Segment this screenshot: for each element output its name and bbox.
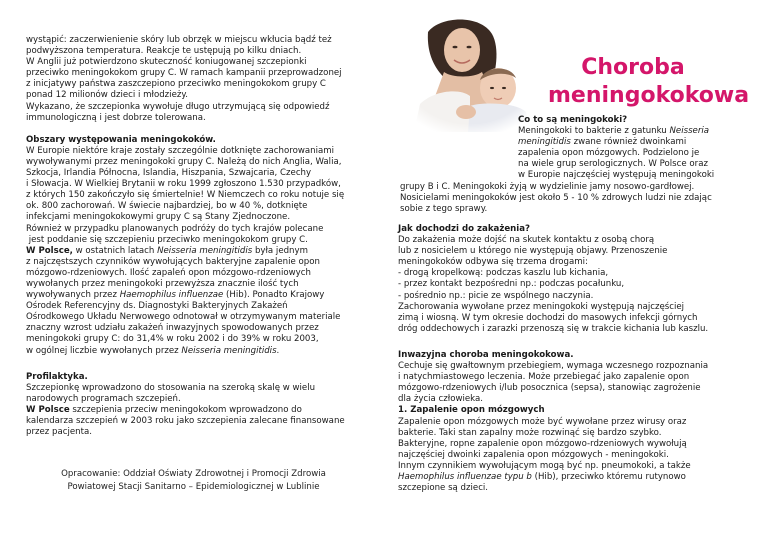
- credit-note: [26, 468, 361, 493]
- text-span: .: [276, 345, 280, 356]
- intro-line: Wykazano, że szczepionka wywołuje długo utrzymującą się odpowiedź: [26, 101, 330, 112]
- heading-occurrence: Obszary występowania meningokoków.: [26, 134, 216, 145]
- text-line: i Słowacja. W Wielkiej Brytanii w roku 1999 zgłoszono 1.530 przypadków,: [26, 179, 341, 190]
- text-line: z najczęstszych czynników wywołujących bakteryjne zapalenie opon: [26, 256, 320, 267]
- text-line: [26, 246, 361, 257]
- text-line: najczęściej dwoinki zapalenia opon mózgowych - meningokoki.: [398, 449, 669, 460]
- text-line: infekcjami meningokokowymi grupy C są Stany Zjednoczone.: [26, 212, 291, 223]
- text-line: [398, 472, 738, 483]
- text-line: ok. 800 zachorowań. W świecie najbardziej, bo w 40 %, dotknięte: [26, 201, 308, 212]
- intro-line: W Anglii już potwierdzono skuteczność koniugowanej szczepionki: [26, 57, 307, 68]
- text-line: Zachorowania wywołane przez meningokoki występują najczęściej: [398, 301, 685, 312]
- text-line: szczepione są dzieci.: [398, 483, 489, 494]
- text-line: sobie z tego sprawy.: [400, 203, 488, 214]
- intro-line: podwyższona temperatura. Reakcje te ustępują po kilku dniach.: [26, 46, 302, 57]
- title-line-1: Choroba: [581, 55, 685, 80]
- text-line: meningokoków odbywa się trzema drogami:: [398, 257, 588, 268]
- text-line: kalendarza szczepień w 2003 roku jako szczepienia zalecane finansowane: [26, 416, 345, 426]
- heading-meningitis: 1. Zapalenie opon mózgowych: [398, 405, 545, 416]
- text-span: w ostatnich latach: [72, 245, 158, 256]
- left-column: [26, 35, 361, 438]
- text-line: przez pacjenta.: [26, 427, 92, 438]
- italic-text: Neisseria meningitidis: [181, 345, 277, 356]
- title-line-2: meningokokowa: [548, 83, 750, 108]
- bold-text: W Polsce,: [26, 245, 73, 256]
- text-line: Ośrodek Referencyjny ds. Diagnostyki Bakteryjnych Zakażeń: [26, 301, 288, 312]
- text-line: Szczepionkę wprowadzono do stosowania na szeroką skalę w wielu: [26, 382, 316, 393]
- intro-line: przeciwko meningokokom grupy C. W ramach kampanii przeprowadzonej: [26, 68, 342, 79]
- text-line: w Europie najczęściej występują meningokoki: [518, 170, 715, 181]
- text-line: dla życia człowieka.: [398, 394, 484, 405]
- text-line: i natychmiastowego leczenia. Może przebiegać jako zapalenie opon: [398, 372, 690, 383]
- text-line: mózgowo-rdzeniowych. Ilość zapaleń opon mózgowo-rdzeniowych: [26, 267, 311, 278]
- text-line: z których 150 zakończyło się śmiertelnie! W Niemczech co roku notuje się: [26, 190, 345, 201]
- text-line: Bakteryjne, ropne zapalenie opon mózgowo-rdzeniowych wywołują: [398, 438, 687, 449]
- text-line: narodowych programach szczepień.: [26, 393, 181, 404]
- text-span: wywoływanych przez: [26, 290, 120, 301]
- text-line: Zapalenie opon mózgowych może być wywołane przez wirusy oraz: [398, 416, 687, 427]
- right-column-main: [398, 224, 738, 494]
- heading-how: Jak dochodzi do zakażenia?: [398, 224, 531, 234]
- heading-invasive: Inwazyjna choroba meningokokowa.: [398, 349, 574, 360]
- text-line: - przez kontakt bezpośredni np.: podczas pocałunku,: [398, 279, 625, 290]
- text-line: Nosicielami meningokoków jest około 5 - 10 % zdrowych ludzi nie zdając: [400, 192, 712, 203]
- text-line: [400, 137, 735, 148]
- italic-text: Haemophilus influenzae typu b: [398, 471, 532, 482]
- text-line: wywoływanymi przez meningokoki grupy C. Należą do nich Anglia, Walia,: [26, 156, 342, 167]
- text-line: [26, 405, 361, 416]
- text-line: lub z nosicielem u którego nie występują objawy. Przenoszenie: [398, 246, 668, 257]
- text-line: jest poddanie się szczepieniu przeciwko meningokokom grupy C.: [26, 234, 308, 245]
- italic-text: Neisseria meningitidis: [157, 245, 253, 256]
- italic-text: meningitidis: [518, 137, 571, 148]
- heading-prophylaxis: Profilaktyka.: [26, 371, 88, 382]
- text-line: znaczny wzrost udziału zakażeń inwazyjnych spowodowanych przez: [26, 323, 319, 334]
- text-span: była jednym: [252, 245, 308, 256]
- text-line: wywołanych przez meningokoki przewyższa znacznie ilość tych: [26, 278, 299, 289]
- text-span: Meningokoki to bakterie z gatunku: [518, 126, 670, 137]
- text-line: na wiele grup serologicznych. W Polsce oraz: [518, 159, 708, 170]
- credit-line: Powiatowej Stacji Sanitarno – Epidemiologicznej w Lublinie: [67, 481, 320, 492]
- text-line: [400, 126, 735, 137]
- text-line: - drogą kropelkową: podczas kaszlu lub kichania,: [398, 268, 609, 279]
- italic-text: Neisseria: [669, 126, 710, 137]
- text-line: Do zakażenia może dojść na skutek kontaktu z osobą chorą: [398, 235, 655, 246]
- text-line: Szkocja, Irlandia Północna, Islandia, Hiszpania, Szwajcaria, Czechy: [26, 168, 312, 179]
- text-line: Cechuje się gwałtownym przebiegiem, wymaga wczesnego rozpoznania: [398, 361, 709, 372]
- text-line: Ośrodkowego Układu Nerwowego odnotował w otrzymywanym materiale: [26, 312, 341, 323]
- text-span: (Hib). Ponadto Krajowy: [223, 290, 325, 301]
- text-line: grupy B i C. Meningokoki żyją w wydzielinie jamy nosowo-gardłowej.: [400, 181, 695, 192]
- text-line: bakterie. Taki stan zapalny może rozwinąć się bardzo szybko.: [398, 427, 662, 438]
- text-line: meningokoki grupy C: do 31,4% w roku 2002 i do 39% w roku 2003,: [26, 334, 319, 345]
- text-line: zimą i wiosną. W tym okresie dochodzi do masowych infekcji górnych: [398, 312, 698, 323]
- intro-line: z inicjatywy państwa zaszczepiono przeciwko meningokokom grupy C: [26, 79, 326, 90]
- text-line: zapalenia opon mózgowych. Podzielono je: [518, 148, 700, 159]
- text-span: (Hib), przeciwko któremu rutynowo: [531, 471, 686, 482]
- text-span: zwane również dwoinkami: [570, 137, 687, 148]
- text-line: W Europie niektóre kraje zostały szczególnie dotknięte zachorowaniami: [26, 145, 334, 156]
- text-line: [26, 290, 361, 301]
- text-line: Innym czynnikiem wywołującym mogą być np. pneumokoki, a także: [398, 460, 691, 471]
- text-span: w ogólnej liczbie wywołanych przez: [26, 345, 182, 356]
- right-column-top: [400, 115, 735, 215]
- heading-what: Co to są meningokoki?: [518, 115, 628, 125]
- page-title: [548, 54, 750, 110]
- bold-text: W Polsce: [26, 404, 70, 415]
- text-line: dróg oddechowych i zarazki przenoszą się w trakcie kichania lub kaszlu.: [398, 323, 709, 334]
- text-line: - pośrednio np.: picie ze wspólnego naczynia.: [398, 290, 594, 301]
- text-span: szczepienia przeciw meningokokom wprowadzono do: [69, 404, 302, 415]
- italic-text: Haemophilus influenzae: [119, 290, 224, 301]
- credit-line: Opracowanie: Oddział Oświaty Zdrowotnej i Promocji Zdrowia: [61, 469, 326, 479]
- text-line: [26, 346, 361, 357]
- intro-line: wystąpić: zaczerwienienie skóry lub obrzęk w miejscu wkłucia bądź też: [26, 35, 332, 45]
- intro-line: immunologiczną i jest dobrze tolerowana.: [26, 112, 206, 123]
- intro-line: ponad 12 milionów dzieci i młodzieży.: [26, 90, 188, 101]
- text-line: Również w przypadku planowanych podróży do tych krajów polecane: [26, 223, 324, 234]
- text-line: mózgowo-rdzeniowych i/lub posocznica (sepsa), stanowiąc zagrożenie: [398, 383, 701, 394]
